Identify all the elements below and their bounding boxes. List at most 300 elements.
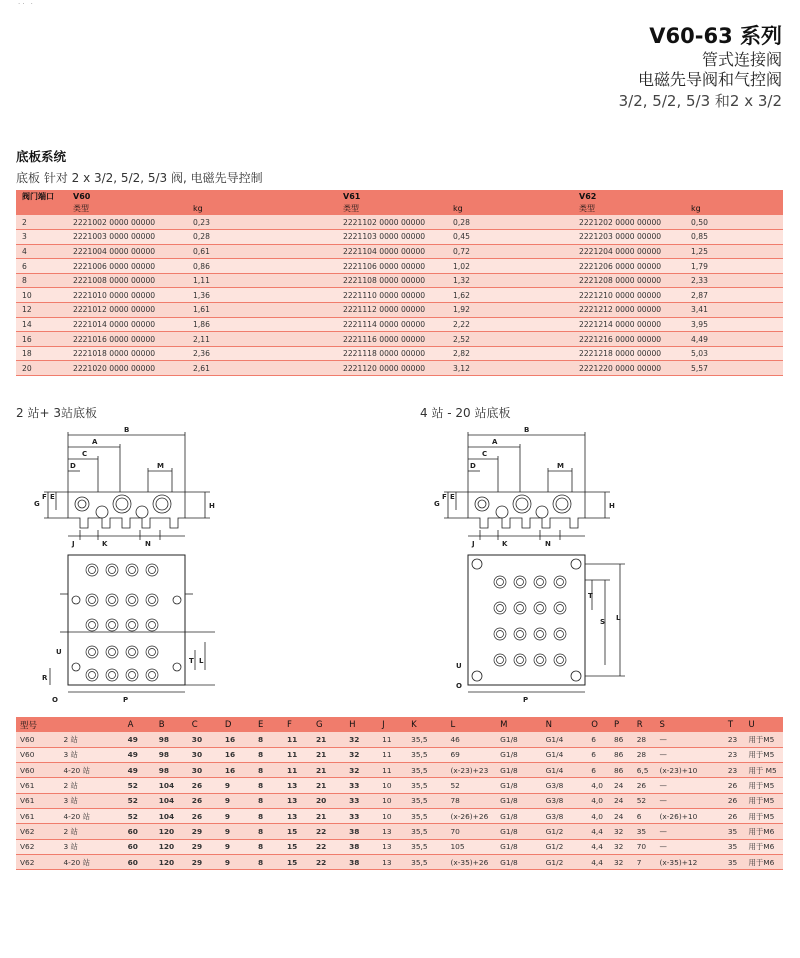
dims-header-cell: G xyxy=(312,717,345,732)
table-cell: 4,0 xyxy=(587,808,610,823)
table-cell: 8 xyxy=(254,778,283,793)
table-cell: 2,33 xyxy=(685,273,783,288)
table-cell: 38 xyxy=(345,839,378,854)
left-base-plate-drawing xyxy=(20,420,240,710)
table-cell: 98 xyxy=(155,763,188,778)
table-row xyxy=(16,778,783,793)
dim-label-j: J xyxy=(472,540,475,548)
table-cell: 2221018 0000 00000 xyxy=(67,346,187,361)
table-cell: 9 xyxy=(221,839,254,854)
port-hole-shape xyxy=(497,631,504,638)
table-cell: 0,86 xyxy=(187,259,337,274)
table-cell: V60 xyxy=(16,763,59,778)
kg-header: kg xyxy=(685,202,783,215)
table-cell: 6 xyxy=(16,259,67,274)
port-hole-shape xyxy=(537,605,544,612)
table-cell: 105 xyxy=(446,839,496,854)
dim-label-r: R xyxy=(42,674,48,682)
table-cell: 33 xyxy=(345,808,378,823)
table-cell: V62 xyxy=(16,824,59,839)
dim-label-k: K xyxy=(502,540,508,548)
table-cell: 70 xyxy=(446,824,496,839)
group-v62-header: V62 xyxy=(573,190,783,202)
table-cell: 2221006 0000 00000 xyxy=(67,259,187,274)
table-cell: 35,5 xyxy=(407,839,446,854)
port-hole-shape xyxy=(109,622,116,629)
type-header: 类型 xyxy=(337,202,447,215)
table-cell: 11 xyxy=(283,747,312,762)
table-cell: 52 xyxy=(124,808,155,823)
table-cell: 23 xyxy=(724,747,745,762)
table-cell: 35 xyxy=(633,824,656,839)
dims-header-cell xyxy=(59,717,123,732)
port-hole-shape xyxy=(534,602,546,614)
dims-header-cell: O xyxy=(587,717,610,732)
table-cell: 1,32 xyxy=(447,273,573,288)
port-hole-shape xyxy=(514,576,526,588)
table-row xyxy=(16,854,783,869)
table-cell: 26 xyxy=(188,808,221,823)
table-cell: G1/2 xyxy=(542,854,588,869)
table-cell: 35 xyxy=(724,839,745,854)
table-row xyxy=(16,230,783,245)
table-cell: 3 xyxy=(16,230,67,245)
table-cell: 4,4 xyxy=(587,839,610,854)
port-hole-shape xyxy=(554,628,566,640)
table-cell: 10 xyxy=(378,793,407,808)
port-hole-shape xyxy=(517,631,524,638)
dim-label-h: H xyxy=(609,502,615,510)
port-hole-shape xyxy=(537,631,544,638)
dim-label-e: E xyxy=(450,493,455,501)
table-cell: 86 xyxy=(610,747,633,762)
series-title: V60-63 系列 xyxy=(649,24,782,48)
table-cell: 8 xyxy=(254,839,283,854)
table-row xyxy=(16,303,783,318)
table-cell: 6,5 xyxy=(633,763,656,778)
table-cell: 1,36 xyxy=(187,288,337,303)
port-hole-shape xyxy=(149,649,156,656)
table-cell: — xyxy=(656,824,724,839)
table-cell: 4,4 xyxy=(587,824,610,839)
table-cell: 13 xyxy=(283,808,312,823)
table-cell: 2221208 0000 00000 xyxy=(573,273,685,288)
table-cell: 5,03 xyxy=(685,346,783,361)
table-cell: (x-35)+26 xyxy=(446,854,496,869)
port-hole-shape xyxy=(517,579,524,586)
dim-label-k: K xyxy=(102,540,108,548)
group-v60-header: V60 xyxy=(67,190,337,202)
table-cell: 2221206 0000 00000 xyxy=(573,259,685,274)
table-cell: 1,25 xyxy=(685,244,783,259)
dims-header-cell: P xyxy=(610,717,633,732)
port-hole-shape xyxy=(554,654,566,666)
table-cell: 用于M5 xyxy=(745,793,784,808)
table-cell: 35,5 xyxy=(407,747,446,762)
table-cell: 2221008 0000 00000 xyxy=(67,273,187,288)
table-cell: 98 xyxy=(155,747,188,762)
table-cell: 2 站 xyxy=(59,824,123,839)
port-hole-shape xyxy=(146,594,158,606)
dims-header-cell: E xyxy=(254,717,283,732)
table-cell: 11 xyxy=(378,732,407,747)
table-cell: 2221102 0000 00000 xyxy=(337,215,447,230)
table-row xyxy=(16,763,783,778)
port-hole-shape xyxy=(534,654,546,666)
table-cell: 3,12 xyxy=(447,361,573,376)
table-cell: 86 xyxy=(610,732,633,747)
table-cell: 2221202 0000 00000 xyxy=(573,215,685,230)
table-cell: 2221014 0000 00000 xyxy=(67,317,187,332)
port-hole-shape xyxy=(494,628,506,640)
table-cell: V61 xyxy=(16,793,59,808)
table-cell: 2221116 0000 00000 xyxy=(337,332,447,347)
table-cell: 14 xyxy=(16,317,67,332)
table-row xyxy=(16,361,783,376)
table-cell: G1/8 xyxy=(496,732,542,747)
port-hole-shape xyxy=(126,646,138,658)
table-cell: 2221010 0000 00000 xyxy=(67,288,187,303)
table-cell: 2221104 0000 00000 xyxy=(337,244,447,259)
port-hole-shape xyxy=(86,646,98,658)
table-cell: 5,57 xyxy=(685,361,783,376)
dim-label-m: M xyxy=(157,462,164,470)
port-hole-shape xyxy=(149,597,156,604)
table-cell: 8 xyxy=(254,808,283,823)
table-cell: 8 xyxy=(254,763,283,778)
port-hole-shape xyxy=(129,597,136,604)
dims-header-cell: J xyxy=(378,717,407,732)
table-cell: 35 xyxy=(724,854,745,869)
table-cell: 8 xyxy=(16,273,67,288)
port-hole-shape xyxy=(554,576,566,588)
table-cell: (x-23)+10 xyxy=(656,763,724,778)
table-cell: 78 xyxy=(446,793,496,808)
table-cell: 用于M5 xyxy=(745,778,784,793)
dims-header-cell: B xyxy=(155,717,188,732)
table-cell: 21 xyxy=(312,763,345,778)
valve-types: 3/2, 5/2, 5/3 和2 x 3/2 xyxy=(618,92,782,110)
table-cell: 用于M5 xyxy=(745,808,784,823)
table-cell: 4-20 站 xyxy=(59,808,123,823)
port-hole-shape xyxy=(534,576,546,588)
table-row xyxy=(16,747,783,762)
table-cell: 20 xyxy=(312,793,345,808)
table-cell: 26 xyxy=(724,808,745,823)
dims-header-cell: A xyxy=(124,717,155,732)
port-hole-shape xyxy=(517,657,524,664)
table-row xyxy=(16,824,783,839)
table-cell: 10 xyxy=(16,288,67,303)
table-cell: 21 xyxy=(312,808,345,823)
table-cell: G1/2 xyxy=(542,824,588,839)
table-cell: V61 xyxy=(16,808,59,823)
table-cell: 8 xyxy=(254,793,283,808)
table-cell: 1,61 xyxy=(187,303,337,318)
type-header: 类型 xyxy=(67,202,187,215)
table-cell: 33 xyxy=(345,793,378,808)
table-cell: 18 xyxy=(16,346,67,361)
dims-header-cell: D xyxy=(221,717,254,732)
table-cell: 35,5 xyxy=(407,763,446,778)
dims-header-cell: R xyxy=(633,717,656,732)
table-cell: G1/4 xyxy=(542,747,588,762)
dims-header-cell: F xyxy=(283,717,312,732)
table-row xyxy=(16,808,783,823)
table-cell: 2 xyxy=(16,215,67,230)
table-cell: 69 xyxy=(446,747,496,762)
table-cell: 9 xyxy=(221,793,254,808)
table-cell: (x-26)+26 xyxy=(446,808,496,823)
table-cell: 120 xyxy=(155,854,188,869)
port-hole-shape xyxy=(514,654,526,666)
dims-header-cell: H xyxy=(345,717,378,732)
port-hole-shape xyxy=(86,564,98,576)
port-hole-shape xyxy=(126,594,138,606)
port-hole-shape xyxy=(86,594,98,606)
table-cell: 2221108 0000 00000 xyxy=(337,273,447,288)
port-hole-shape xyxy=(89,672,96,679)
dim-label-h: H xyxy=(209,502,215,510)
table-cell: 2221118 0000 00000 xyxy=(337,346,447,361)
table-cell: 2221110 0000 00000 xyxy=(337,288,447,303)
dims-header-cell: L xyxy=(446,717,496,732)
table-cell: 0,85 xyxy=(685,230,783,245)
table-cell: 35 xyxy=(724,824,745,839)
table-cell: 9 xyxy=(221,778,254,793)
table-cell: 2221002 0000 00000 xyxy=(67,215,187,230)
corner-mark: ·· · xyxy=(18,0,35,8)
dim-label-n: N xyxy=(545,540,551,548)
port-hole-shape xyxy=(126,619,138,631)
port-hole-shape xyxy=(89,597,96,604)
table-cell: 2221016 0000 00000 xyxy=(67,332,187,347)
dim-label-l: L xyxy=(616,614,621,622)
dim-label-b: B xyxy=(524,426,530,434)
port-hole-shape xyxy=(126,669,138,681)
table-cell: 1,11 xyxy=(187,273,337,288)
table-row xyxy=(16,288,783,303)
table-cell: 49 xyxy=(124,763,155,778)
ports-header: 阀门端口 xyxy=(16,190,67,202)
table-cell: 52 xyxy=(446,778,496,793)
table-cell: 13 xyxy=(283,778,312,793)
table-cell: 11 xyxy=(378,763,407,778)
table-cell: 0,61 xyxy=(187,244,337,259)
port-hole-shape xyxy=(149,672,156,679)
kg-header: kg xyxy=(447,202,573,215)
port-hole-shape xyxy=(534,628,546,640)
port-hole-shape xyxy=(86,669,98,681)
table-cell: G1/8 xyxy=(496,808,542,823)
table-cell: G1/4 xyxy=(542,732,588,747)
table-cell: 6 xyxy=(587,747,610,762)
table-cell: 用于M5 xyxy=(745,732,784,747)
table-cell: 8 xyxy=(254,732,283,747)
port-hole-shape xyxy=(126,564,138,576)
table-cell: 60 xyxy=(124,854,155,869)
port-hole-shape xyxy=(109,597,116,604)
table-cell: 0,45 xyxy=(447,230,573,245)
table-cell: 13 xyxy=(283,793,312,808)
port-hole-shape xyxy=(554,602,566,614)
table-cell: 26 xyxy=(188,793,221,808)
table-cell: 0,28 xyxy=(187,230,337,245)
table-cell: 30 xyxy=(188,763,221,778)
dims-header-cell: C xyxy=(188,717,221,732)
table-cell: 2221114 0000 00000 xyxy=(337,317,447,332)
dim-label-g: G xyxy=(434,500,440,508)
port-hole-shape xyxy=(494,602,506,614)
table-cell: 32 xyxy=(345,732,378,747)
table-cell: 2221020 0000 00000 xyxy=(67,361,187,376)
table-cell: 2,22 xyxy=(447,317,573,332)
dim-label-b: B xyxy=(124,426,130,434)
table-cell: 6 xyxy=(633,808,656,823)
table-cell: 15 xyxy=(283,839,312,854)
dim-label-l: L xyxy=(199,657,204,665)
table-cell: 用于M6 xyxy=(745,824,784,839)
dim-label-e: E xyxy=(50,493,55,501)
table-cell: V61 xyxy=(16,778,59,793)
port-hole-shape xyxy=(106,594,118,606)
table-cell: 11 xyxy=(378,747,407,762)
port-hole-shape xyxy=(497,605,504,612)
table-cell: 21 xyxy=(312,732,345,747)
table-cell: G1/8 xyxy=(496,793,542,808)
dims-header-cell: U xyxy=(745,717,784,732)
port-hole-shape xyxy=(129,649,136,656)
table-cell: 32 xyxy=(610,839,633,854)
table-cell: 29 xyxy=(188,839,221,854)
table-cell: 70 xyxy=(633,839,656,854)
table-cell: 2,61 xyxy=(187,361,337,376)
table-cell: 10 xyxy=(378,808,407,823)
table-cell: 29 xyxy=(188,824,221,839)
table-cell: 32 xyxy=(610,824,633,839)
port-hole-shape xyxy=(129,567,136,574)
table-cell: 4 xyxy=(16,244,67,259)
port-hole-shape xyxy=(557,657,564,664)
table-cell: 2221212 0000 00000 xyxy=(573,303,685,318)
port-hole-shape xyxy=(106,669,118,681)
dim-label-n: N xyxy=(145,540,151,548)
dim-label-t: T xyxy=(588,592,593,600)
port-hole-shape xyxy=(109,672,116,679)
table-cell: 12 xyxy=(16,303,67,318)
product-desc: 电磁先导阀和气控阀 xyxy=(637,70,782,89)
table-cell: 16 xyxy=(221,747,254,762)
table-cell: 2 站 xyxy=(59,732,123,747)
table-cell: 4-20 站 xyxy=(59,763,123,778)
dim-label-g: G xyxy=(34,500,40,508)
table-cell: 2221003 0000 00000 xyxy=(67,230,187,245)
section-title: 底板系统 xyxy=(16,149,67,164)
dim-label-c: C xyxy=(482,450,488,458)
table-cell: 30 xyxy=(188,747,221,762)
table-cell: 6 xyxy=(587,763,610,778)
port-hole-shape xyxy=(557,579,564,586)
table-cell: 32 xyxy=(345,763,378,778)
table-cell: 33 xyxy=(345,778,378,793)
table-cell: 2,52 xyxy=(447,332,573,347)
dim-label-u: U xyxy=(56,648,62,656)
table-cell: 用于M6 xyxy=(745,854,784,869)
product-line: 管式连接阀 xyxy=(701,50,782,69)
table-cell: 4,0 xyxy=(587,778,610,793)
dim-label-d: D xyxy=(470,462,476,470)
dims-header-cell: K xyxy=(407,717,446,732)
table-cell: V62 xyxy=(16,839,59,854)
table-cell: G1/8 xyxy=(496,854,542,869)
table-cell: 3 站 xyxy=(59,747,123,762)
table-cell: (x-23)+23 xyxy=(446,763,496,778)
port-hole-shape xyxy=(146,669,158,681)
table-cell: 0,72 xyxy=(447,244,573,259)
table-cell: 2,11 xyxy=(187,332,337,347)
table-cell: 60 xyxy=(124,839,155,854)
table-cell: 15 xyxy=(283,854,312,869)
table-cell: 16 xyxy=(221,763,254,778)
page-header xyxy=(619,22,782,112)
table-cell: (x-35)+12 xyxy=(656,854,724,869)
table-row xyxy=(16,273,783,288)
port-hole-shape xyxy=(497,579,504,586)
table-cell: 6 xyxy=(587,732,610,747)
table-cell: G1/2 xyxy=(542,839,588,854)
table-cell: 35,5 xyxy=(407,854,446,869)
dims-header-cell: M xyxy=(496,717,542,732)
table-cell: 10 xyxy=(378,778,407,793)
table-cell: 2221204 0000 00000 xyxy=(573,244,685,259)
type-header: 类型 xyxy=(573,202,685,215)
table-cell: 9 xyxy=(221,854,254,869)
table-cell: G1/8 xyxy=(496,778,542,793)
table-cell: 52 xyxy=(633,793,656,808)
port-hole-shape xyxy=(146,646,158,658)
table-cell: 2,36 xyxy=(187,346,337,361)
port-hole-shape xyxy=(537,579,544,586)
table-cell: 2221120 0000 00000 xyxy=(337,361,447,376)
table-cell: G3/8 xyxy=(542,778,588,793)
table-cell: 32 xyxy=(610,854,633,869)
table-cell: G1/4 xyxy=(542,763,588,778)
table-cell: 2221012 0000 00000 xyxy=(67,303,187,318)
group-v61-header: V61 xyxy=(337,190,573,202)
table-cell: 20 xyxy=(16,361,67,376)
table-cell: 60 xyxy=(124,824,155,839)
table-cell: 2221203 0000 00000 xyxy=(573,230,685,245)
port-hole-shape xyxy=(89,622,96,629)
table-cell: 16 xyxy=(16,332,67,347)
table-cell: 9 xyxy=(221,824,254,839)
table-cell: 8 xyxy=(254,854,283,869)
dims-header-cell: N xyxy=(542,717,588,732)
table-cell: 1,02 xyxy=(447,259,573,274)
table-cell: 0,28 xyxy=(447,215,573,230)
table-cell: 0,23 xyxy=(187,215,337,230)
table-cell: 16 xyxy=(221,732,254,747)
table-cell: 23 xyxy=(724,732,745,747)
port-hole-shape xyxy=(146,564,158,576)
table-cell: 7 xyxy=(633,854,656,869)
table-cell: 104 xyxy=(155,778,188,793)
table-cell: 52 xyxy=(124,793,155,808)
table-cell: G1/8 xyxy=(496,824,542,839)
port-hole-shape xyxy=(106,619,118,631)
table-cell: 3 站 xyxy=(59,839,123,854)
table-cell: 11 xyxy=(283,763,312,778)
